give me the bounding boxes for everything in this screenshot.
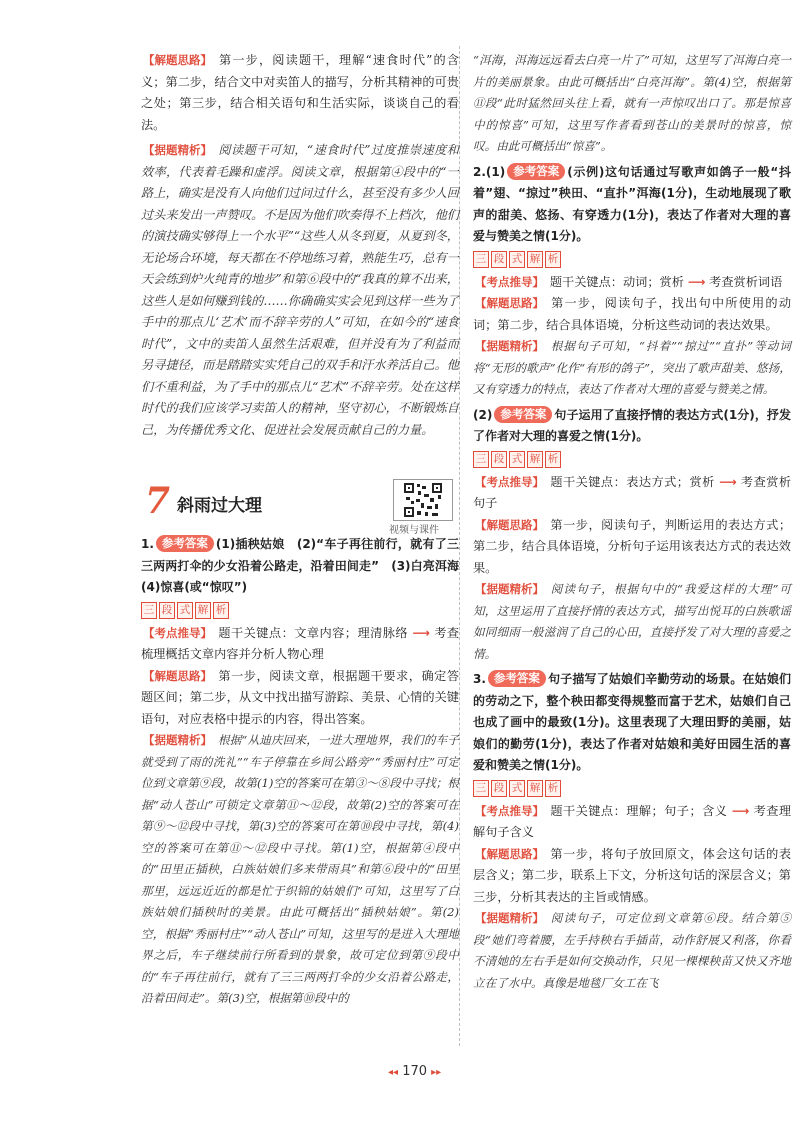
section-tag: 【据题精析】: [143, 143, 212, 157]
column-divider: [459, 46, 460, 1046]
right-chevrons-icon: ▸▸: [431, 1067, 442, 1078]
section-header: [141, 479, 459, 537]
badge-char: 析: [545, 251, 561, 268]
three-step-analysis-badge: [473, 780, 791, 797]
section-tag: 【考点推导】: [475, 474, 544, 489]
section-tag: 【据题精析】: [143, 733, 212, 747]
answer-badge: 参考答案: [507, 163, 565, 180]
badge-char: 析: [545, 780, 561, 797]
solution-steps-block: [141, 666, 459, 731]
section-number: 7: [145, 480, 171, 522]
badge-char: 段: [159, 602, 175, 619]
question-1: [141, 534, 472, 1010]
paragraph-text: 题干关键点：动词；赏析: [549, 274, 684, 289]
answer-text: (示例)这句话通过写歌声如鸽子一般“抖着”翅、“掠过”秧田、“直扑”洱海(1分)，生动地展现了歌声的甜美、悠扬、有穿透力(1分)，表达了作者对大理的喜爱与赞美之情(1分)。: [473, 164, 791, 243]
question-number: (2): [473, 407, 493, 422]
analysis-block: [473, 908, 791, 994]
qr-label: 视频与课件: [389, 525, 439, 536]
badge-char: 三: [473, 451, 489, 468]
three-step-analysis-badge: [473, 251, 791, 268]
left-chevrons-icon: ◂◂: [388, 1067, 399, 1078]
answer-text: (1)插秧姑娘 (2)“车子再往前行，就有了三三两两打伞的少女沿着公路走，沿着田间走” (3)白亮洱海 (4)惊喜(或“惊叹”): [141, 537, 472, 594]
section-tag: 【据题精析】: [475, 582, 544, 596]
section-tag: 【解题思路】: [475, 846, 544, 861]
badge-char: 段: [491, 780, 507, 797]
badge-char: 解: [527, 451, 543, 468]
section-tag: 【解题思路】: [143, 53, 212, 67]
right-arrow-icon: ⟶: [412, 625, 430, 640]
section-tag: 【据题精析】: [475, 339, 544, 353]
q3-answer-block: [473, 669, 791, 777]
paragraph-text: 考查理解句子含义: [473, 803, 792, 839]
section-tag: 【考点推导】: [143, 625, 212, 640]
answer-badge: 参考答案: [494, 406, 552, 423]
paragraph-text: 考查梳理概括文章内容并分析人物心理: [141, 625, 460, 661]
analysis-block: [141, 730, 459, 1010]
question-number: 2.(1): [473, 164, 506, 179]
paragraph-text: 第一步，阅读文章，根据题干要求，确定答题区间；第二步，从文中找出描写游踪、美景、心情的关键语句，对应表格中提示的内容，得出答案。: [141, 668, 460, 726]
badge-char: 三: [473, 780, 489, 797]
left-column: [141, 50, 459, 441]
paragraph-text: 根据句子可知，“抖着”“掠过”“直扑”等动词将“无形的歌声”化作“有形的鸽子”，突出了歌声甜美、悠扬，又有穿透力的特点，表达了作者对大理的喜爱与赞美之情。: [473, 339, 791, 396]
key-point-block: [473, 801, 791, 844]
badge-char: 析: [213, 602, 229, 619]
q1-answer-block: [141, 534, 472, 599]
analysis-block: [473, 579, 791, 665]
paragraph-text: 第一步，将句子放回原文，体会这句话的表层含义；第二步，联系上下文，分析这句话的深层含义；第三步，分析其表达的主旨或情感。: [473, 846, 792, 904]
badge-char: 式: [509, 780, 525, 797]
question-number: 3.: [473, 672, 486, 686]
answer-text: 句子描写了姑娘们辛勤劳动的场景。在姑娘们的劳动之下，整个秧田都变得规整而富于艺术，姑娘们自己也成了画中的最致(1分)。这里表现了大理田野的美丽，姑娘们的勤劳(1分)，表达了作者对姑娘和美好田园生活的喜爱和赞美之情(1分)。: [473, 672, 791, 772]
badge-char: 析: [545, 451, 561, 468]
badge-char: 解: [195, 602, 211, 619]
badge-char: 段: [491, 451, 507, 468]
solution-steps-block: [473, 844, 791, 909]
q2a-answer-block: [473, 162, 791, 248]
key-point-block: [473, 472, 791, 515]
section-tag: 【解题思路】: [143, 668, 212, 683]
badge-char: 三: [473, 251, 489, 268]
solution-steps-block: [473, 293, 791, 336]
paragraph-text: 题干关键点：文章内容；理清脉络: [218, 625, 409, 640]
badge-char: 式: [509, 251, 525, 268]
paragraph-text: 阅读句子，根据句中的“我爱这样的大理”可知，这里运用了直接抒情的表达方式，描写出悦耳的白族歌谣如同细雨一般滋润了自己的心田，直接抒发了对大理的喜爱之情。: [473, 582, 792, 661]
section-tag: 【解题思路】: [475, 296, 544, 310]
question-number: 1.: [141, 537, 154, 551]
key-point-block: [141, 623, 459, 666]
answer-badge: 参考答案: [488, 670, 546, 687]
analysis-block: [473, 336, 791, 401]
right-arrow-icon: ⟶: [731, 803, 750, 818]
right-arrow-icon: ⟶: [719, 474, 737, 489]
paragraph-text: 第一步，阅读句子，判断运用的表达方式；第二步，结合具体语境，分析句子运用该表达方式的表达效果。: [473, 517, 792, 575]
paragraph-text: 考查赏析词语: [709, 274, 783, 289]
badge-char: 式: [509, 451, 525, 468]
badge-char: 解: [527, 251, 543, 268]
solution-steps-block: [141, 50, 459, 136]
key-point-block: [473, 272, 791, 294]
badge-char: 段: [491, 251, 507, 268]
section-tag: 【考点推导】: [475, 803, 544, 818]
section-tag: 【考点推导】: [475, 274, 544, 289]
solution-steps-block: [473, 515, 791, 580]
three-step-analysis-badge: [141, 602, 459, 619]
badge-char: 式: [177, 602, 193, 619]
paragraph-text: 第一步，阅读题干，理解“速食时代”的含义；第二步，结合文中对卖笛人的描写，分析其精神的可贵之处；第三步，结合相关语句和生活实际，谈谈自己的看法。: [141, 53, 460, 132]
page-number-text: 170: [402, 1064, 428, 1079]
answer-text: 句子运用了直接抒情的表达方式(1分)，抒发了作者对大理的喜爱之情(1分)。: [473, 407, 791, 443]
page-number: [388, 1064, 441, 1079]
q2b-answer-block: [473, 405, 791, 448]
paragraph-text: 阅读句子，可定位到文章第⑥段。结合第⑤段“她们弯着腰，左手持秧右手插苗，动作舒展又利落，你看不清她的左右手是如何交换动作，只见一棵棵秧苗又快又齐地立在了水中。真像是地毯厂女工在飞: [473, 911, 791, 990]
right-arrow-icon: ⟶: [687, 274, 706, 289]
paragraph-text: 题干关键点：表达方式；赏析: [550, 474, 715, 489]
paragraph-text: 阅读题干可知，“速食时代”过度推崇速度和效率，代表着毛躁和虚浮。阅读文章，根据第④段中的“一路上，确实是没有人向他们过问过什么，甚至没有多少人回过头来发出一声赞叹。不是因为他们吹奏得不上档次，他们的演技确实够得上一个水平”“这些人从冬到夏，从夏到冬，无论场合环境，每天都在不停地练习着，熟能生巧，总有一天会练到炉火纯青的地步”和第⑥段中的“我真的算不出来，这些人是如何赚到钱的……你确确实实会见到这样一些为了手中的那点儿‘艺术’而不辞辛劳的人”可知，在如今的“速食时代”，文中的卖笛人虽然生活艰难，但并没有为了利益而另寻捷径，而是踏踏实实凭自己的双手和汗水养活自己。他们不重利益，为了手中的那点儿“艺术”不辞辛劳。处在这样时代的我们应该学习卖笛人的精神，坚守初心，不断锻炼自己，为传播优秀文化、促进社会发展贡献自己的力量。: [141, 143, 459, 437]
section-tag: 【据题精析】: [475, 911, 544, 925]
analysis-continuation: “洱海，洱海远远看去白亮一片了”可知，这里写了洱海白亮一片的美丽景象。由此可概括出“白亮洱海”。第(4)空，根据第⑪段“此时猛然回头往上看，就有一声惊叹出口了。那是惊喜中的惊喜”可知，这里写作者看到苍山的美景时的惊喜，惊叹。由此可概括出“惊喜”。: [473, 53, 791, 153]
section-tag: 【解题思路】: [475, 517, 544, 532]
qr-code-icon[interactable]: [393, 479, 453, 521]
paragraph-text: 考查赏析句子: [473, 474, 792, 510]
analysis-block: [141, 140, 459, 441]
paragraph-text: 第一步，阅读句子，找出句中所使用的动词；第二步，结合具体语境，分析这些动词的表达效果。: [473, 296, 792, 332]
section-title: 斜雨过大理: [177, 496, 262, 516]
badge-char: 解: [527, 780, 543, 797]
badge-char: 三: [141, 602, 157, 619]
answer-badge: 参考答案: [156, 535, 214, 552]
three-step-analysis-badge: [473, 451, 791, 468]
paragraph-text: 根据“从迪庆回来，一进大理地界，我们的车子就受到了雨的洗礼”“车子停靠在乡间公路旁”“秀丽村庄”可定位到文章第⑨段，故第(1)空的答案可在第③～⑧段中寻找；根据“动人苍山”可锁定文章第⑪～⑫段，故第(2)空的答案可在第⑨～⑫段中寻找，第(3)空的答案可在第⑩段中寻找，第(4)空的答案可在第⑪～⑫段中寻找。第(1)空，根据第④段中的“田里正插秧，白族姑娘们多来带雨具”和第⑥段中的“田里那里，远远近近的都是忙于织锦的姑娘们”可知，这里写了白族姑娘们插秧时的美景。由此可概括出“插秧姑娘”。第(2)空，根据“秀丽村庄”“动人苍山”可知，这里写的是进入大理地界之后，车子继续前行所看到的景象，故可定位到第⑨段中的“车子再往前行，就有了三三两两打伞的少女沿着公路走，沿着田间走”。第(3)空，根据第⑩段中的: [141, 733, 459, 1005]
paragraph-text: 题干关键点：理解；句子；含义: [550, 803, 728, 818]
right-column: [473, 50, 791, 994]
